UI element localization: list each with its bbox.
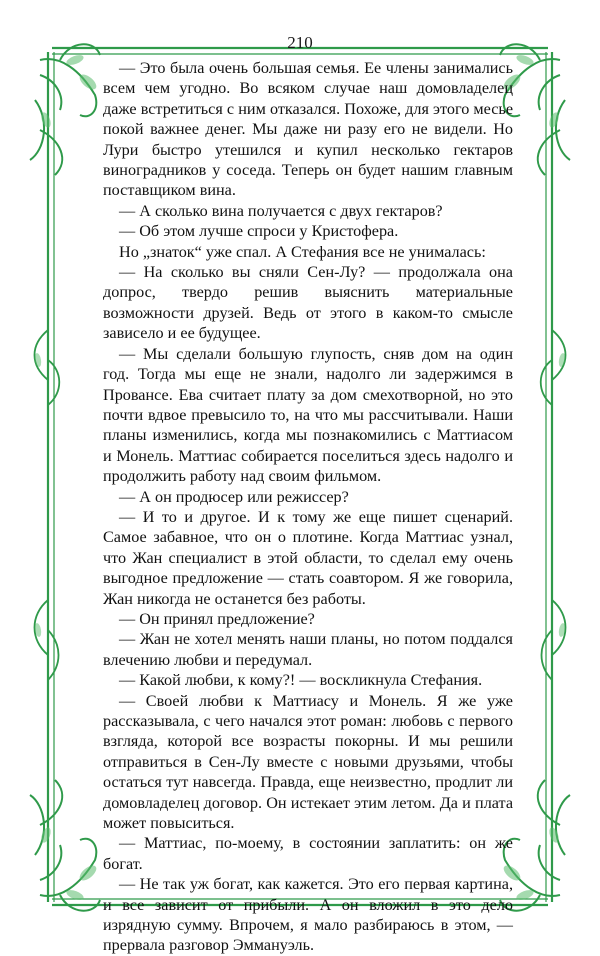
paragraph: — Не так уж богат, как кажется. Это его первая картина, и все зависит от прибыли. А он вложил в это дело изрядную сумму. Впрочем, я мало разбираюсь в этом, — прервала разговор Эммануэль.	[103, 875, 513, 955]
text-block	[103, 58, 513, 956]
paragraph: Но „знаток“ уже спал. А Стефания все не унималась:	[119, 242, 486, 261]
paragraph: — И то и другое. И к тому же еще пишет сценарий. Самое забавное, что он о плотине. Когда Маттиас узнал, что Жан специалист в этой области, то сделал ему очень выгодное предложение — стать соавтором. Я же говорила, Жан никогда не останется без работы.	[103, 507, 513, 608]
paragraph: — А сколько вина получается с двух гектаров?	[119, 201, 443, 220]
paragraph: — Об этом лучше спроси у Кристофера.	[119, 222, 399, 241]
leaf-ornament	[30, 44, 100, 175]
paragraph: — Он принял предложение?	[119, 609, 315, 628]
paragraph: — Это была очень большая семья. Ее члены занимались всем чем угодно. Во всяком случае наш домовладелец даже встретиться с ним отказался. Похоже, для этого месье покой важнее денег. Мы даже ни разу его не видели. Но Лури быстро утешился и купил несколько гектаров виноградников у соседа. Теперь он будет нашим главным поставщиком вина.	[103, 59, 513, 200]
paragraph: — Мы сделали большую глупость, сняв дом на один год. Тогда мы еще не знали, надолго ли задержимся в Провансе. Ева считает плату за дом смехотворной, но это почти вдвое превысило то, на что мы рассчитывали. Наши планы изменились, когда мы познакомились с Маттиасом и Монель. Маттиас собирается поселиться здесь надолго и продолжить работу над своим фильмом.	[103, 344, 513, 486]
paragraph: — Какой любви, к кому?! — воскликнула Стефания.	[119, 671, 483, 690]
paragraph: — Своей любви к Маттиасу и Монель. Я же уже рассказывала, с чего начался этот роман: любовь с первого взгляда, которой все возрасты покорны. И мы решили отправиться в Сен-Лу вместе с новыми друзьями, чтобы остаться тут навсегда. Правда, еще неизвестно, продлит ли домовладелец договор. Он истекает этим летом. Да и плата может повыситься.	[103, 691, 513, 833]
paragraph: — Маттиас, по-моему, в состоянии заплатить: он же богат.	[103, 834, 513, 873]
paragraph: — А он продюсер или режиссер?	[119, 487, 349, 506]
paragraph: — Жан не хотел менять наши планы, но потом поддался влечению любви и передумал.	[103, 630, 513, 669]
page-number: 210	[287, 33, 313, 52]
paragraph: — На сколько вы сняли Сен-Лу? — продолжала она допрос, твердо решив выяснить материальные возможности друзей. Ведь от этого в каком-то смысле зависело и ее будущее.	[103, 263, 513, 343]
